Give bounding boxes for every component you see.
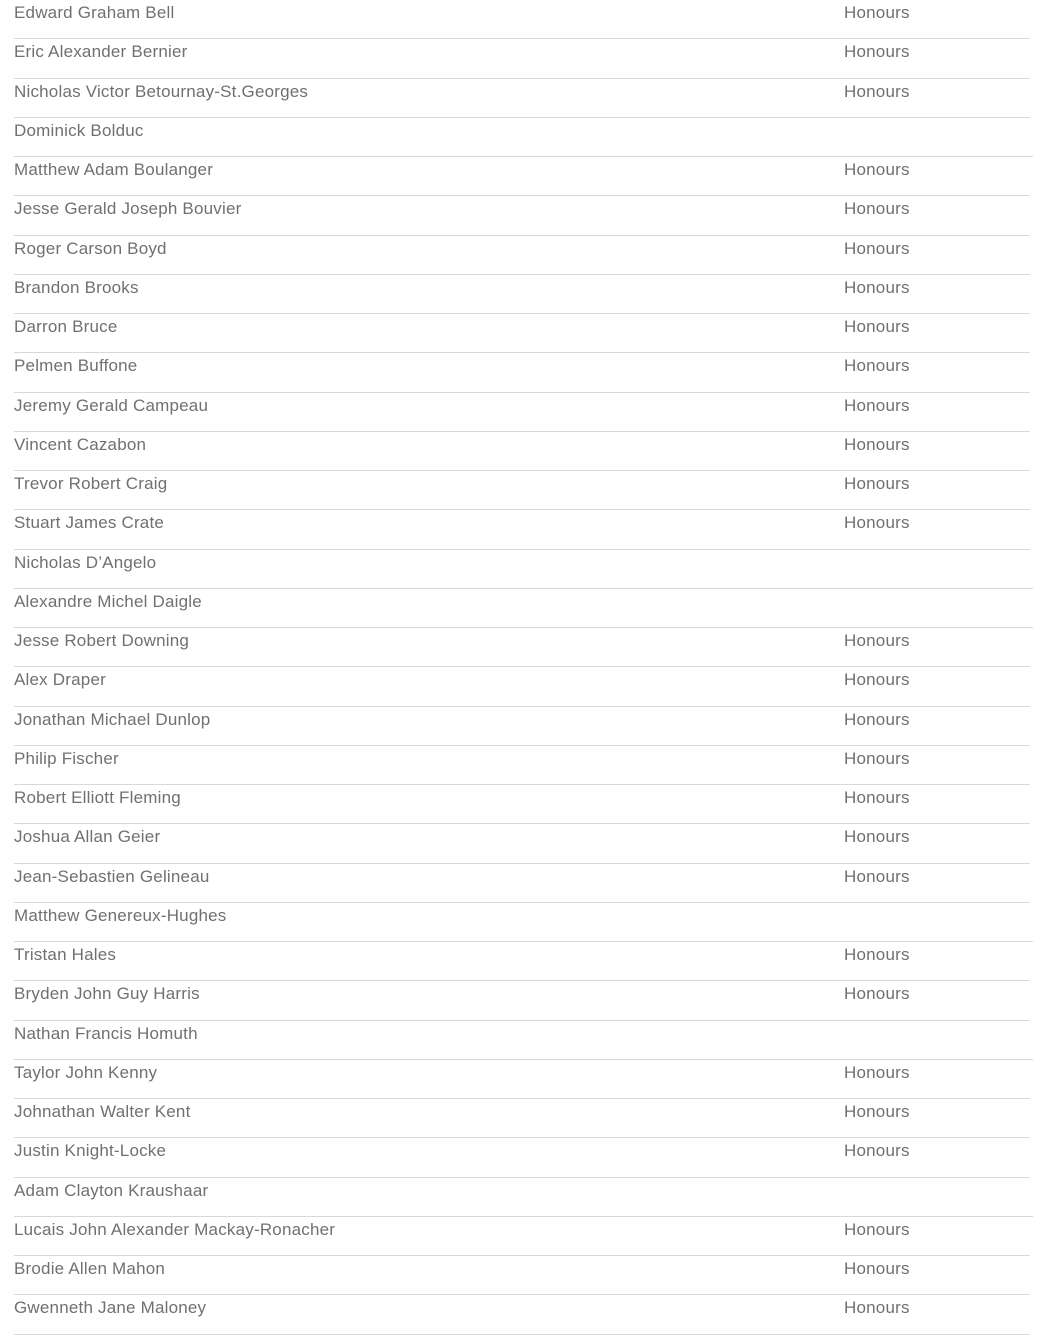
graduate-row — [14, 824, 1030, 863]
graduate-name: Matthew Adam Boulanger — [14, 160, 214, 179]
graduate-row — [14, 1138, 1030, 1177]
graduate-name: Alexandre Michel Daigle — [14, 591, 202, 611]
graduate-distinction: Honours — [844, 1219, 910, 1239]
graduate-row — [14, 510, 1030, 549]
graduate-name: Eric Alexander Bernier — [14, 42, 188, 62]
graduate-distinction: Honours — [844, 1259, 910, 1278]
graduate-name: Tristan Hales — [14, 945, 117, 964]
graduate-row — [14, 1021, 1033, 1060]
graduate-distinction: Honours — [844, 317, 910, 336]
graduate-row — [14, 864, 1030, 903]
graduate-row — [14, 667, 1030, 706]
graduate-name: Lucais John Alexander Mackay-Ronacher — [14, 1219, 336, 1239]
graduate-name: Brodie Allen Mahon — [14, 1259, 166, 1278]
graduate-distinction: Honours — [844, 827, 910, 847]
graduate-name: Edward Graham Bell — [14, 3, 175, 22]
graduate-row — [14, 746, 1030, 785]
graduate-name: Vincent Cazabon — [14, 434, 147, 454]
graduate-name: Darron Bruce — [14, 317, 118, 336]
graduate-distinction: Honours — [844, 748, 910, 768]
graduate-name: Nathan Francis Homuth — [14, 1023, 198, 1043]
graduate-row — [14, 1217, 1030, 1256]
graduate-distinction: Honours — [844, 1298, 910, 1318]
graduate-distinction: Honours — [844, 984, 910, 1004]
graduate-name: Gwenneth Jane Maloney — [14, 1298, 207, 1318]
graduate-distinction: Honours — [844, 1141, 910, 1161]
graduate-distinction: Honours — [844, 631, 910, 650]
graduate-row — [14, 118, 1033, 157]
graduate-row — [14, 471, 1030, 510]
graduate-row — [14, 196, 1030, 235]
graduate-name: Nicholas Victor Betournay-St.Georges — [14, 81, 309, 101]
graduate-name: Trevor Robert Craig — [14, 474, 168, 493]
graduate-distinction: Honours — [844, 474, 910, 493]
graduate-distinction: Honours — [844, 945, 910, 964]
graduate-name: Jesse Gerald Joseph Bouvier — [14, 199, 242, 219]
graduate-row — [14, 1099, 1030, 1138]
graduate-row — [14, 353, 1030, 392]
graduate-name: Taylor John Kenny — [14, 1062, 158, 1082]
graduate-row — [14, 981, 1030, 1020]
graduate-name: Robert Elliott Fleming — [14, 788, 181, 807]
graduate-distinction: Honours — [844, 277, 910, 297]
graduate-distinction: Honours — [844, 670, 910, 690]
graduate-row — [14, 1256, 1030, 1295]
graduate-row — [14, 275, 1030, 314]
graduate-distinction: Honours — [844, 3, 910, 22]
graduate-distinction: Honours — [844, 866, 910, 886]
graduate-distinction: Honours — [844, 238, 910, 258]
graduate-row — [14, 393, 1030, 432]
graduate-row — [14, 157, 1030, 196]
graduate-distinction: Honours — [844, 434, 910, 454]
graduate-row — [14, 432, 1030, 471]
graduate-name: Stuart James Crate — [14, 513, 165, 533]
graduate-name: Jonathan Michael Dunlop — [14, 709, 211, 729]
graduate-name: Dominick Bolduc — [14, 120, 144, 140]
graduate-distinction: Honours — [844, 356, 910, 376]
graduate-row — [14, 79, 1030, 118]
graduate-name: Pelmen Buffone — [14, 356, 138, 376]
graduate-row — [14, 903, 1033, 942]
graduate-name: Philip Fischer — [14, 748, 119, 768]
graduate-name: Adam Clayton Kraushaar — [14, 1180, 209, 1200]
graduate-name: Jean-Sebastien Gelineau — [14, 866, 210, 886]
graduate-name: Joshua Allan Geier — [14, 827, 161, 847]
graduate-row — [14, 785, 1030, 824]
graduate-row — [14, 1178, 1033, 1217]
graduate-row — [14, 589, 1033, 628]
graduate-distinction: Honours — [844, 395, 910, 415]
graduate-row — [14, 39, 1030, 78]
graduate-row — [14, 628, 1030, 667]
graduate-name: Brandon Brooks — [14, 277, 139, 297]
graduate-row — [14, 707, 1030, 746]
graduate-row — [14, 942, 1030, 981]
graduate-row — [14, 550, 1033, 589]
graduate-distinction: Honours — [844, 81, 910, 101]
graduate-distinction: Honours — [844, 513, 910, 533]
graduate-distinction: Honours — [844, 1062, 910, 1082]
graduate-row — [14, 314, 1030, 353]
graduate-distinction: Honours — [844, 42, 910, 62]
graduate-name: Justin Knight-Locke — [14, 1141, 167, 1161]
graduate-row — [14, 236, 1030, 275]
graduate-distinction: Honours — [844, 160, 910, 179]
graduate-name: Alex Draper — [14, 670, 106, 690]
graduate-name: Matthew Genereux-Hughes — [14, 905, 227, 925]
graduate-name: Johnathan Walter Kent — [14, 1102, 191, 1121]
graduate-row — [14, 1295, 1030, 1334]
graduate-distinction: Honours — [844, 199, 910, 219]
graduate-distinction: Honours — [844, 788, 910, 807]
graduate-name: Jesse Robert Downing — [14, 631, 190, 650]
graduate-name: Roger Carson Boyd — [14, 238, 167, 258]
graduate-row — [14, 0, 1030, 39]
graduate-name: Jeremy Gerald Campeau — [14, 395, 209, 415]
graduate-row — [14, 1060, 1030, 1099]
graduate-name: Nicholas D’Angelo — [14, 552, 157, 572]
graduate-distinction: Honours — [844, 709, 910, 729]
graduate-name: Bryden John Guy Harris — [14, 984, 200, 1004]
graduate-distinction: Honours — [844, 1102, 910, 1121]
